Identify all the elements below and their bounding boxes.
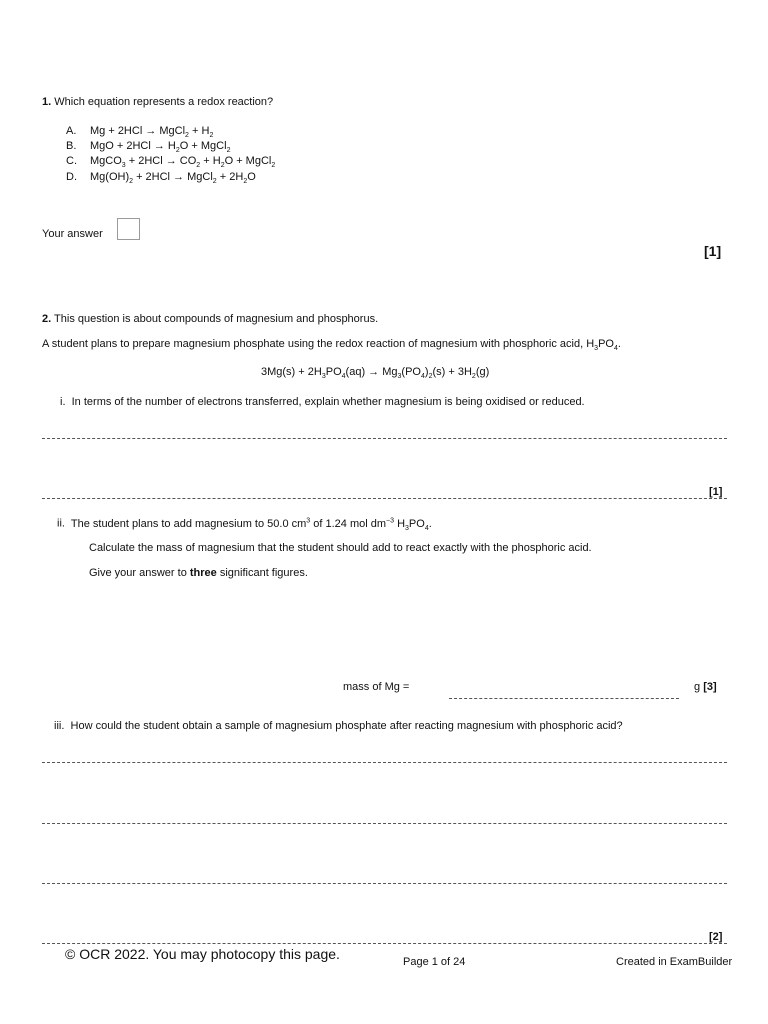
q1-option-a — [66, 126, 275, 141]
footer-page-number: Page 1 of 24 — [403, 956, 466, 968]
q2-part-ii — [57, 517, 432, 532]
q1-option-d — [66, 172, 275, 187]
option-letter: B. — [66, 140, 77, 153]
answer-line[interactable] — [42, 498, 727, 499]
answer-line[interactable] — [42, 943, 727, 944]
q1-stem — [42, 96, 273, 108]
answer-line[interactable] — [42, 762, 727, 763]
part-i-label: i. — [60, 396, 66, 408]
part-ii-sigfig — [89, 567, 308, 579]
mass-answer-label: mass of Mg = — [343, 681, 410, 693]
q2-equation: $3Mg(s) + 2H_3PO_4(aq) \to Mg_3(PO_4)_2(s) + 3H_2(g)$ — [261, 366, 490, 381]
sigfig-post: significant figures. — [216, 567, 308, 579]
mass-answer-line[interactable] — [449, 698, 679, 699]
part-i-text: In terms of the number of electrons transferred, explain whether magnesium is being oxidised or reduced. — [71, 396, 585, 408]
q2-part-iii — [54, 720, 623, 732]
sigfig-bold: three — [189, 567, 217, 579]
sigfig-pre: Give your answer to — [89, 567, 190, 579]
answer-line[interactable] — [42, 438, 727, 439]
option-equation: Mg + 2HCl → MgCl$_2$ + $H_2$ — [90, 125, 214, 140]
q1-options — [66, 126, 275, 187]
part-ii-marks: [3] — [703, 681, 717, 693]
option-letter: D. — [66, 170, 77, 183]
option-equation: MgCO$_3$ + $2HCl \to CO_2 + H_2O$ + MgCl$_2$ — [90, 155, 276, 170]
part-iii-label: iii. — [54, 720, 65, 732]
your-answer-label: Your answer — [42, 228, 103, 240]
option-letter: A. — [66, 125, 77, 137]
q1-marks: [1] — [704, 243, 722, 259]
q1-option-c — [66, 156, 275, 171]
part-ii-calc-text: Calculate the mass of magnesium that the student should add to react exactly with the phosphoric acid. — [89, 542, 592, 554]
option-letter: C. — [66, 155, 77, 168]
q2-stem — [42, 313, 378, 325]
part-iii-text: How could the student obtain a sample of magnesium phosphate after reacting magnesium with phosphoric acid? — [70, 720, 623, 732]
footer-created: Created in ExamBuilder — [616, 956, 733, 968]
q1-answer-box[interactable] — [117, 218, 140, 240]
q2-context: A student plans to prepare magnesium phosphate using the redox reaction of magnesium with phosphoric acid, $H_3PO_4$. — [42, 338, 621, 353]
answer-line[interactable] — [42, 823, 727, 824]
part-ii-label: ii. — [57, 517, 65, 530]
q2-intro: This question is about compounds of magnesium and phosphorus. — [54, 313, 379, 325]
mass-unit: g — [694, 681, 701, 693]
part-i-marks: [1] — [709, 486, 723, 498]
q1-text: Which equation represents a redox reaction? — [54, 96, 274, 108]
part-ii-text: The student plans to add magnesium to 50.0 $cm^3$ of 1.24 mol $dm^{-3}$ $H_3PO_4$. — [70, 517, 432, 532]
footer-copyright: © OCR 2022. You may photocopy this page. — [65, 946, 340, 962]
q2-part-i — [60, 396, 585, 408]
q1-number: 1. — [42, 96, 52, 108]
mass-unit-marks — [694, 681, 717, 693]
part-iii-marks: [2] — [709, 931, 723, 943]
answer-line[interactable] — [42, 883, 727, 884]
option-equation: MgO + $2HCl \to H_2O$ + MgCl$_2$ — [90, 140, 231, 155]
option-equation: $Mg(OH)_2 + 2HCl$ → MgCl$_2$ + $2H_2O$ — [90, 170, 256, 185]
q2-number: 2. — [42, 313, 52, 325]
q1-option-b — [66, 141, 275, 156]
